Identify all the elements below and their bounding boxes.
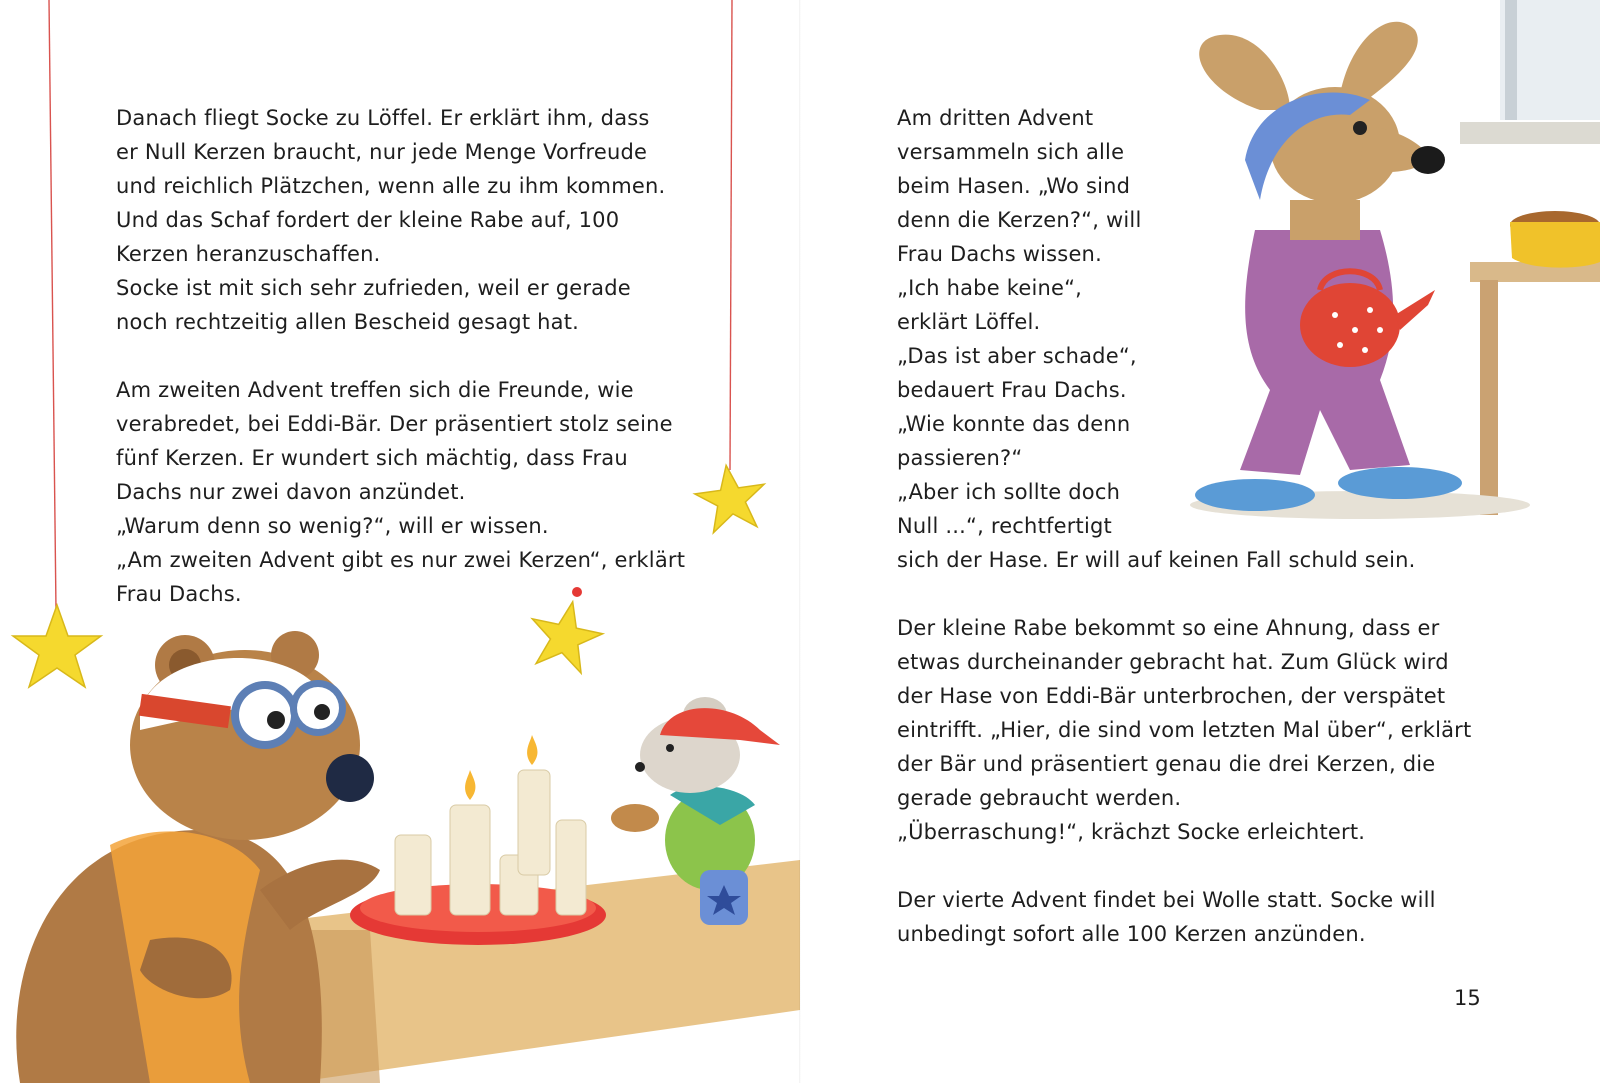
text-line: erklärt Löffel. bbox=[897, 310, 1041, 334]
text-line: „Überraschung!“, krächzt Socke erleichtert. bbox=[897, 820, 1366, 844]
candle bbox=[450, 805, 490, 915]
text-line: Der vierte Advent findet bei Wolle statt. Socke will bbox=[897, 888, 1436, 912]
text-line: der Bär und präsentiert genau die drei Kerzen, die bbox=[897, 752, 1436, 776]
paragraph bbox=[897, 883, 1537, 951]
star-string bbox=[730, 0, 732, 470]
rabbit-eye bbox=[1353, 121, 1367, 135]
candle bbox=[518, 770, 550, 875]
text-line: Und das Schaf fordert der kleine Rabe auf, 100 bbox=[116, 208, 620, 232]
text-line: „Warum denn so wenig?“, will er wissen. bbox=[116, 514, 549, 538]
slipper bbox=[1338, 467, 1462, 499]
text-line: der Hase von Eddi-Bär unterbrochen, der verspätet bbox=[897, 684, 1446, 708]
candle bbox=[395, 835, 431, 915]
teapot bbox=[1300, 283, 1400, 367]
text-line: Danach fliegt Socke zu Löffel. Er erklärt ihm, dass bbox=[116, 106, 650, 130]
window-sill bbox=[1460, 122, 1600, 144]
text-line: denn die Kerzen?“, will bbox=[897, 208, 1142, 232]
paragraph bbox=[116, 373, 716, 611]
text-line: Der kleine Rabe bekommt so eine Ahnung, dass er bbox=[897, 616, 1440, 640]
text-line: „Am zweiten Advent gibt es nur zwei Kerzen“, erklärt bbox=[116, 548, 686, 572]
right-page-text-narrow bbox=[897, 101, 1197, 543]
slipper bbox=[1195, 479, 1315, 511]
text-line: Am zweiten Advent treffen sich die Freunde, wie bbox=[116, 378, 634, 402]
mouse-eye bbox=[666, 744, 674, 752]
text-line: „Aber ich sollte doch bbox=[897, 480, 1121, 504]
text-line: Am dritten Advent bbox=[897, 106, 1094, 130]
bear-eye bbox=[267, 711, 285, 729]
bear-nose bbox=[326, 754, 374, 802]
bear-mouse-candles-illustration bbox=[0, 630, 800, 1083]
text-line: unbedingt sofort alle 100 Kerzen anzünden. bbox=[897, 922, 1366, 946]
text-line: Kerzen heranzuschaffen. bbox=[116, 242, 381, 266]
text-line: sich der Hase. Er will auf keinen Fall schuld sein. bbox=[897, 548, 1416, 572]
text-line: bedauert Frau Dachs. bbox=[897, 378, 1127, 402]
text-line: „Das ist aber schade“, bbox=[897, 344, 1137, 368]
candle-flame bbox=[465, 770, 475, 800]
text-line: Null ...“, rechtfertigt bbox=[897, 514, 1112, 538]
text-line: versammeln sich alle bbox=[897, 140, 1125, 164]
text-line: Socke ist mit sich sehr zufrieden, weil er gerade bbox=[116, 276, 631, 300]
text-line: gerade gebraucht werden. bbox=[897, 786, 1182, 810]
rabbit-teapot-illustration bbox=[1160, 0, 1600, 530]
text-line: er Null Kerzen braucht, nur jede Menge Vorfreude bbox=[116, 140, 648, 164]
paragraph bbox=[897, 543, 1537, 577]
text-line: fünf Kerzen. Er wundert sich mächtig, dass Frau bbox=[116, 446, 628, 470]
cookie bbox=[611, 804, 659, 832]
text-line: noch rechtzeitig allen Bescheid gesagt hat. bbox=[116, 310, 580, 334]
star-string bbox=[49, 0, 56, 610]
rabbit-ear bbox=[1199, 35, 1290, 110]
text-line: Frau Dachs. bbox=[116, 582, 242, 606]
text-line: etwas durcheinander gebracht hat. Zum Glück wird bbox=[897, 650, 1449, 674]
text-line: Frau Dachs wissen. bbox=[897, 242, 1102, 266]
text-line: eintrifft. „Hier, die sind vom letzten Mal über“, erklärt bbox=[897, 718, 1472, 742]
text-line: „Ich habe keine“, bbox=[897, 276, 1083, 300]
right-page bbox=[800, 0, 1600, 1083]
candle-flame bbox=[527, 735, 537, 765]
text-line: und reichlich Plätzchen, wenn alle zu ihm kommen. bbox=[116, 174, 666, 198]
text-line: passieren?“ bbox=[897, 446, 1023, 470]
rabbit-chest bbox=[1290, 200, 1360, 240]
cookie-bowl bbox=[1510, 222, 1600, 268]
paragraph bbox=[897, 611, 1537, 849]
left-page-text bbox=[116, 101, 716, 611]
window-frame bbox=[1505, 0, 1517, 120]
right-page-text-wide bbox=[897, 543, 1537, 951]
text-line: Dachs nur zwei davon anzündet. bbox=[116, 480, 466, 504]
rabbit-nose bbox=[1411, 146, 1445, 174]
paragraph bbox=[116, 101, 716, 339]
mouse-nose bbox=[635, 762, 645, 772]
text-line: beim Hasen. „Wo sind bbox=[897, 174, 1131, 198]
candle bbox=[556, 820, 586, 915]
teapot-spout bbox=[1395, 290, 1435, 330]
paragraph bbox=[897, 101, 1197, 543]
text-line: verabredet, bei Eddi-Bär. Der präsentiert stolz seine bbox=[116, 412, 673, 436]
page-number: 15 bbox=[1454, 986, 1481, 1010]
bear-eye bbox=[314, 704, 330, 720]
side-table-leg bbox=[1480, 280, 1498, 515]
text-line: „Wie konnte das denn bbox=[897, 412, 1131, 436]
